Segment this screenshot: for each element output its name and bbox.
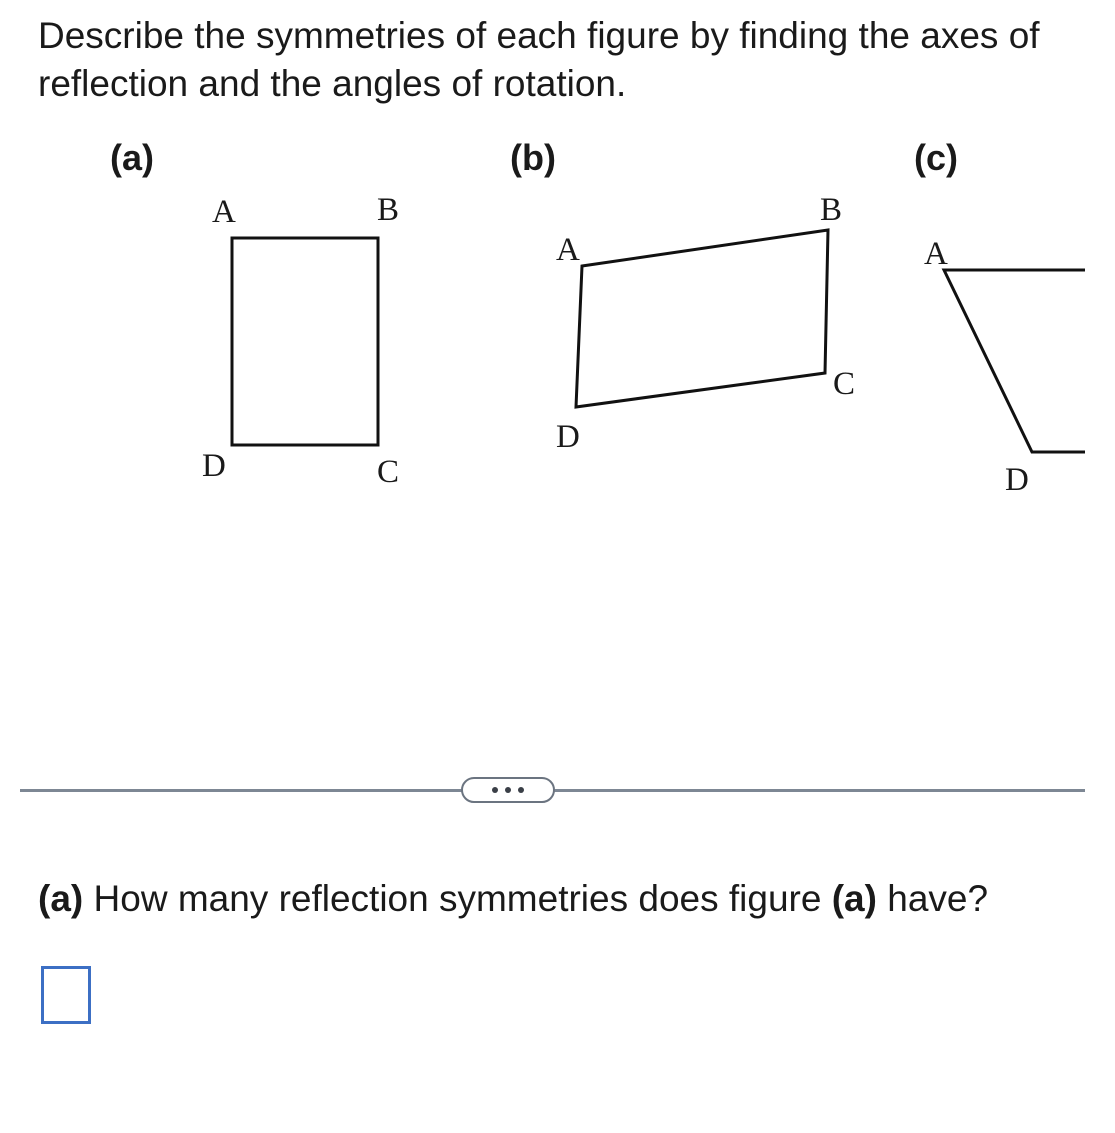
question-figure-ref: (a) [831,878,877,919]
figure-b-vertex-d: D [556,419,580,455]
figure-c-vertex-a: A [924,236,948,272]
expand-more-button[interactable] [461,777,555,803]
figure-c-trapezoid [944,270,1085,452]
question-part-label: (a) [38,878,84,919]
figure-b-vertex-a: A [556,232,580,268]
problem-prompt: Describe the symmetries of each figure by finding the axes of reflection and the angles of rotation. [38,15,1040,104]
figure-c-label: (c) [914,137,958,178]
ellipsis-icon [518,787,524,793]
figure-b-label: (b) [510,137,556,178]
question-body-end: have? [887,878,989,919]
answer-input[interactable] [41,966,91,1024]
ellipsis-icon [492,787,498,793]
figure-b-parallelogram [576,230,828,407]
ellipsis-icon [505,787,511,793]
figure-c-vertex-d: D [1005,462,1029,498]
figure-b-vertex-b: B [820,192,843,228]
figure-a-vertex-b: B [377,192,400,228]
figure-a-vertex-c: C [377,454,400,490]
figure-a-vertex-d: D [202,448,226,484]
figure-b-vertex-c: C [833,366,856,402]
figure-a-vertex-a: A [212,194,236,230]
question-text [38,875,988,923]
figure-a-rectangle [232,238,378,445]
figure-a-label: (a) [110,137,154,178]
question-body: How many reflection symmetries does figure [93,878,822,919]
